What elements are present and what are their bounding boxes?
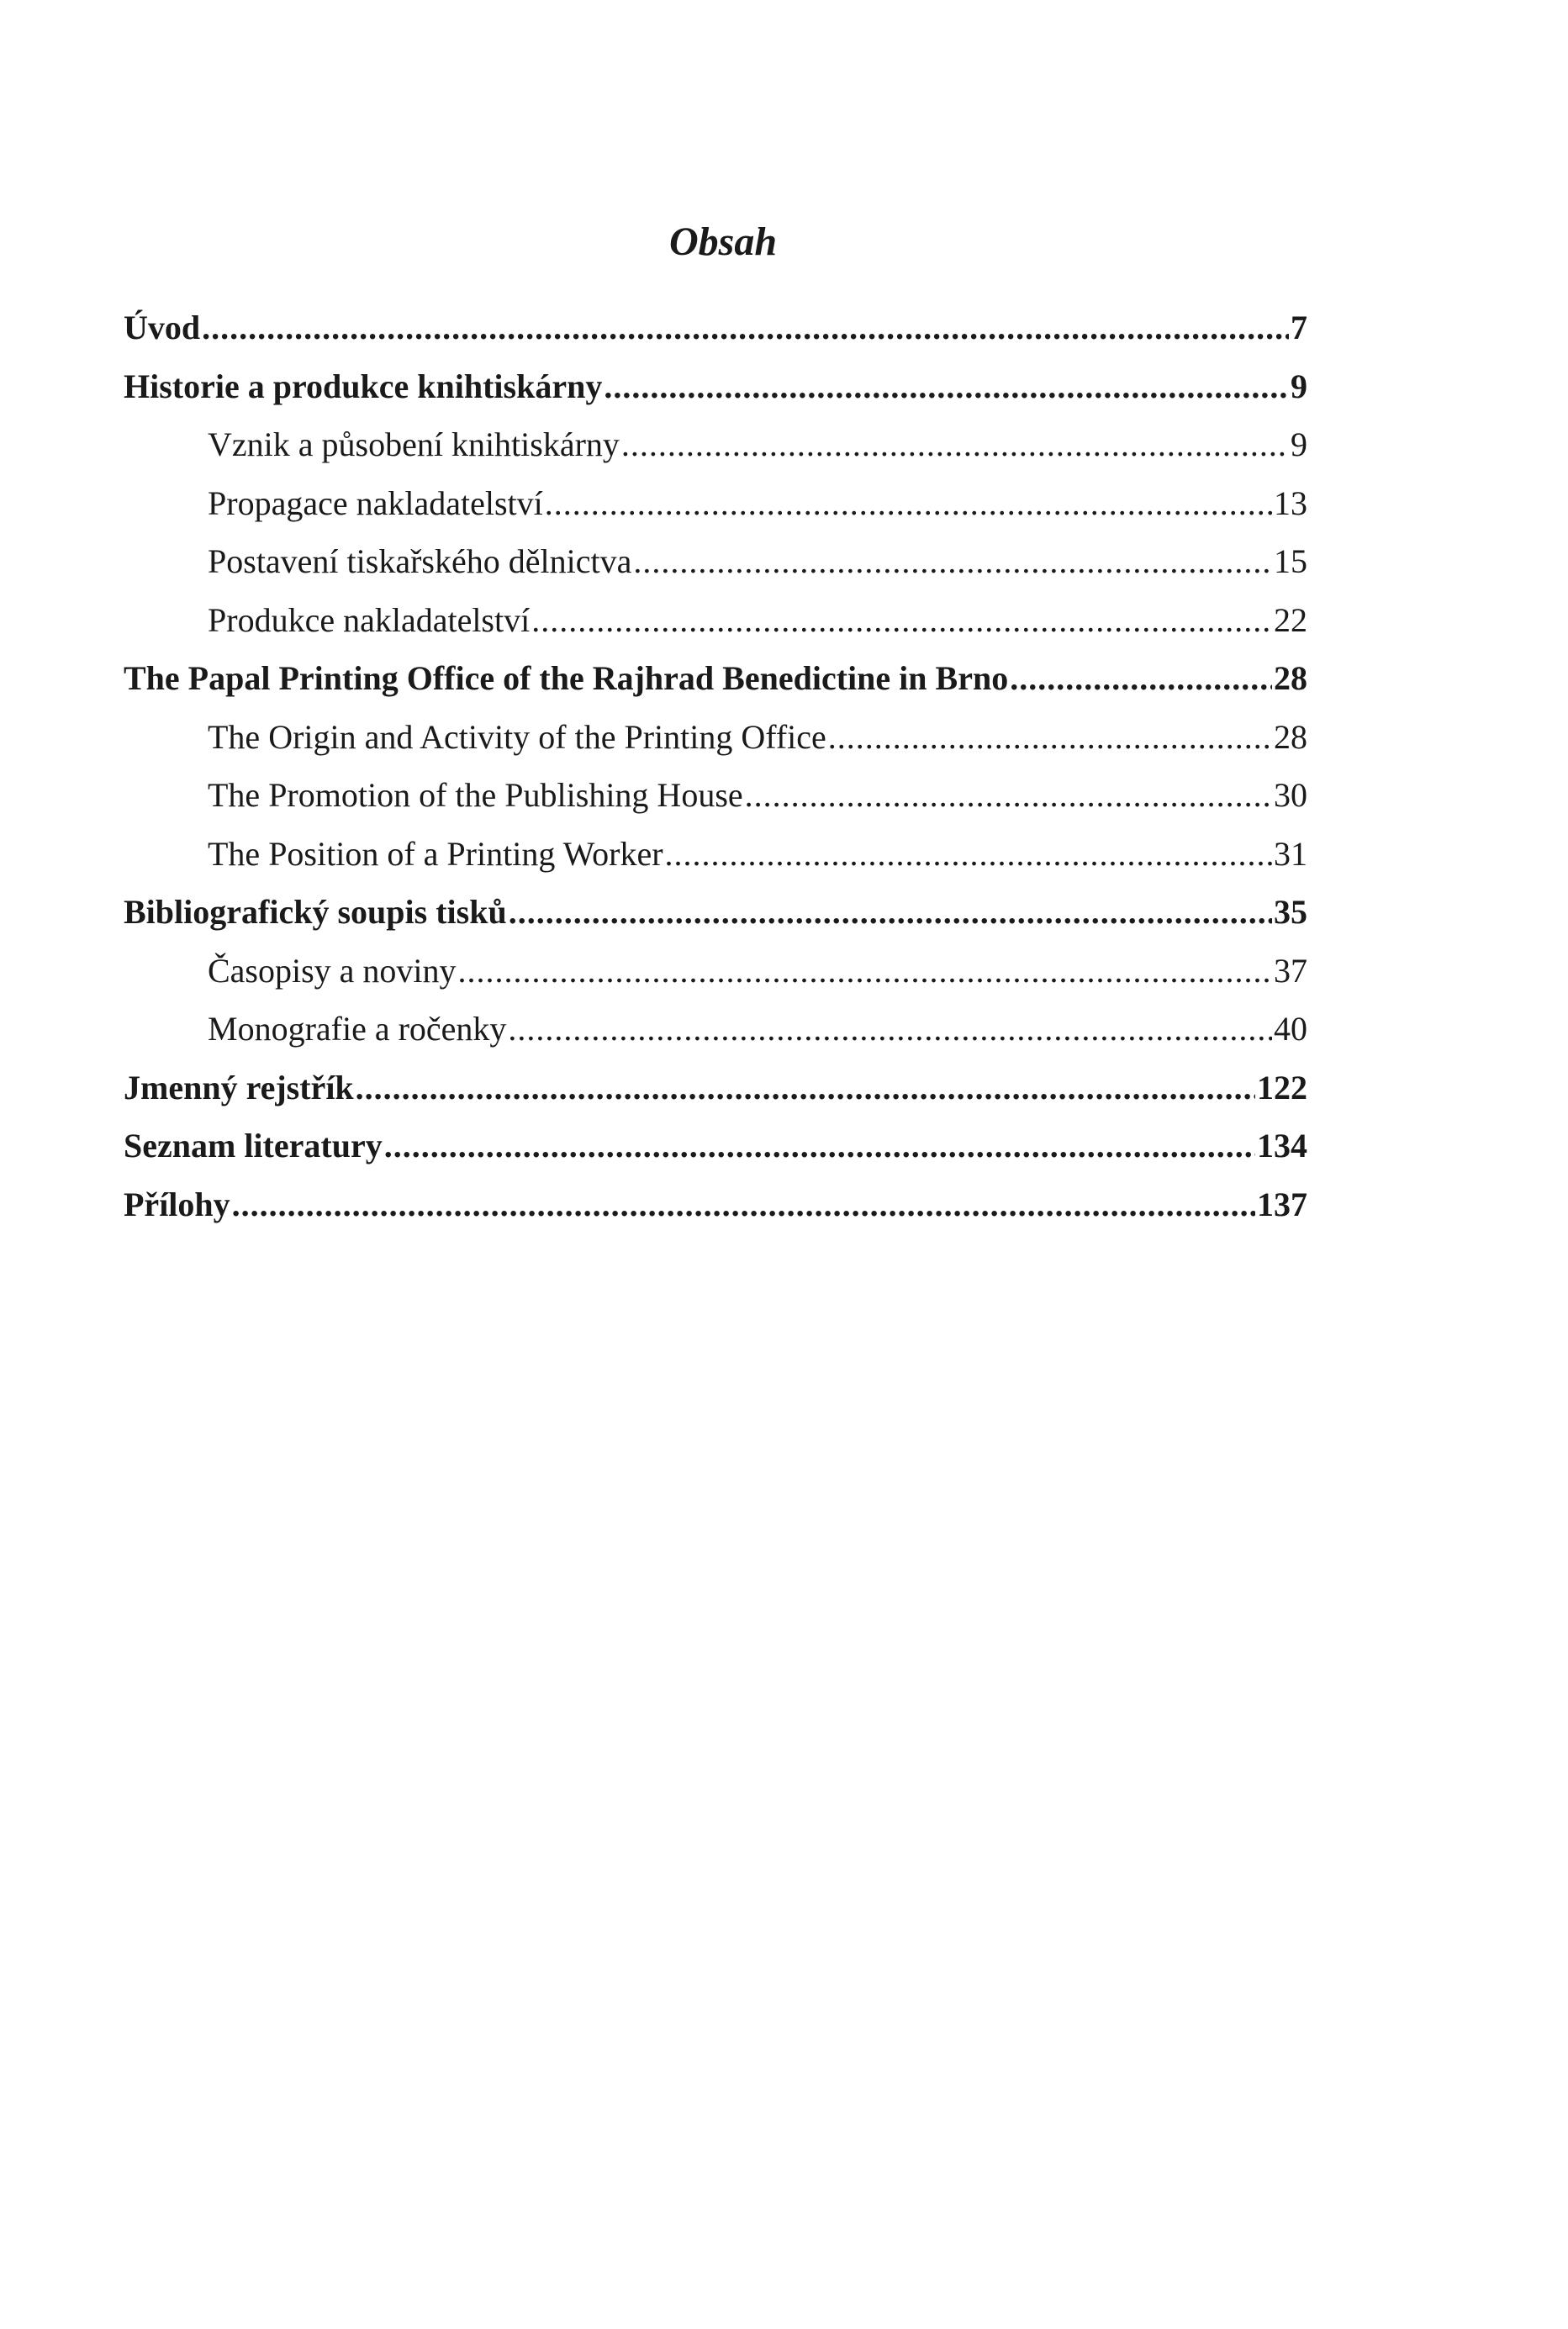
toc-entry-page-number: 13	[1274, 483, 1307, 522]
toc-entry	[124, 415, 1307, 474]
toc-entry-label: Produkce nakladatelství	[208, 600, 531, 639]
toc-entry-label: Seznam literatury	[124, 1127, 383, 1164]
toc-entry-page-number: 22	[1274, 600, 1307, 639]
toc-entry-page-number: 28	[1274, 659, 1307, 697]
toc-entry	[124, 532, 1307, 591]
toc-entry-label: The Promotion of the Publishing House	[208, 776, 743, 814]
toc-entry-label: The Origin and Activity of the Printing Office	[208, 717, 826, 756]
toc-dot-leader	[604, 357, 1289, 416]
toc-entry	[124, 357, 1307, 416]
toc-entry-label: Vznik a působení knihtiskárny	[208, 425, 620, 463]
toc-dot-leader	[828, 708, 1272, 767]
toc-entry	[124, 708, 1307, 767]
toc-entry-label: Úvod	[124, 309, 201, 346]
toc-entry-label: Historie a produkce knihtiskárny	[124, 367, 603, 405]
toc-dot-leader	[545, 474, 1272, 533]
toc-entry	[124, 825, 1307, 884]
toc-dot-leader	[531, 591, 1272, 650]
toc-entry-label: Časopisy a noviny	[208, 951, 457, 990]
toc-dot-leader	[384, 1117, 1255, 1175]
toc-entry-page-number: 7	[1291, 309, 1307, 346]
toc-entry-label: The Papal Printing Office of the Rajhrad Benedictine in Brno	[124, 659, 1009, 697]
toc-dot-leader	[665, 825, 1272, 884]
toc-entry	[124, 1117, 1307, 1175]
toc-entry	[124, 649, 1307, 708]
toc-entry-page-number: 134	[1257, 1127, 1307, 1164]
toc-entry-page-number: 15	[1274, 542, 1307, 580]
toc-dot-leader	[508, 1000, 1272, 1059]
toc-entry-label: Přílohy	[124, 1185, 230, 1223]
toc-entry-label: Postavení tiskařského dělnictva	[208, 542, 632, 580]
table-of-contents	[124, 298, 1307, 1233]
toc-dot-leader	[458, 942, 1272, 1001]
toc-entry-page-number: 137	[1257, 1185, 1307, 1223]
toc-entry	[124, 1000, 1307, 1059]
toc-entry-page-number: 122	[1257, 1068, 1307, 1106]
toc-entry-page-number: 28	[1274, 717, 1307, 756]
page-title: Obsah	[668, 219, 778, 265]
toc-dot-leader	[745, 766, 1272, 825]
toc-entry-label: Bibliografický soupis tisků	[124, 893, 507, 931]
toc-dot-leader	[621, 415, 1289, 474]
toc-entry-page-number: 35	[1274, 893, 1307, 931]
toc-dot-leader	[232, 1175, 1255, 1234]
toc-entry	[124, 298, 1307, 357]
toc-entry	[124, 766, 1307, 825]
toc-entry	[124, 1175, 1307, 1234]
toc-entry	[124, 883, 1307, 942]
toc-entry-label: Monografie a ročenky	[208, 1010, 507, 1048]
toc-entry	[124, 474, 1307, 533]
toc-entry	[124, 942, 1307, 1001]
toc-dot-leader	[633, 532, 1272, 591]
toc-entry	[124, 1059, 1307, 1117]
toc-entry-page-number: 37	[1274, 951, 1307, 990]
toc-dot-leader	[356, 1059, 1255, 1117]
toc-entry-label: Propagace nakladatelství	[208, 483, 543, 522]
toc-dot-leader	[509, 883, 1272, 942]
toc-entry-page-number: 9	[1291, 425, 1307, 463]
toc-entry-page-number: 9	[1291, 367, 1307, 405]
toc-entry-page-number: 30	[1274, 776, 1307, 814]
toc-entry-page-number: 31	[1274, 834, 1307, 873]
toc-dot-leader	[202, 298, 1289, 357]
toc-entry-page-number: 40	[1274, 1010, 1307, 1048]
toc-entry	[124, 591, 1307, 650]
toc-dot-leader	[1010, 649, 1272, 708]
toc-entry-label: Jmenný rejstřík	[124, 1068, 354, 1106]
toc-entry-label: The Position of a Printing Worker	[208, 834, 663, 873]
